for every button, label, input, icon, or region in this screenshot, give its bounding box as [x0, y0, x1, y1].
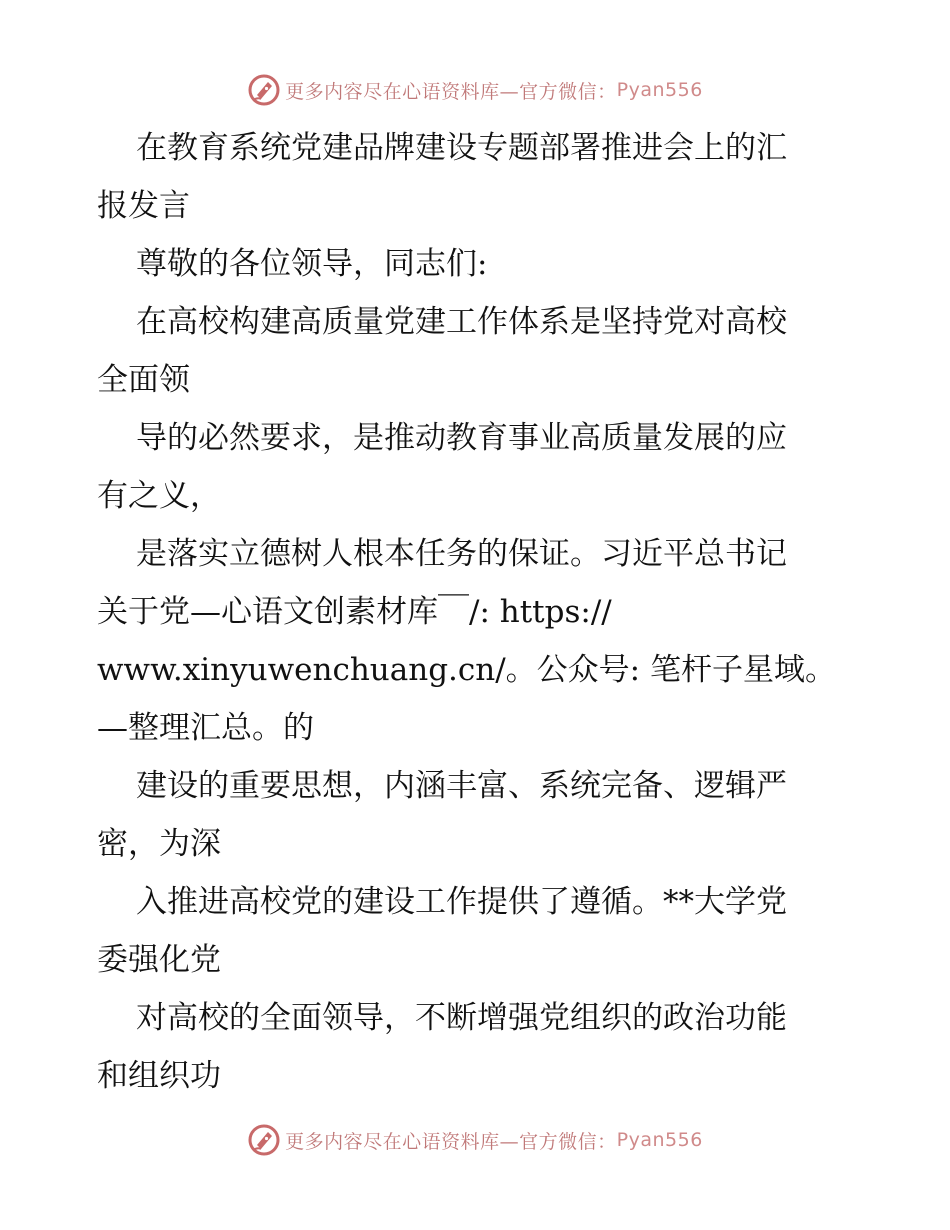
text-line: 对高校的全面领导，不断增强党组织的政治功能	[136, 1000, 787, 1036]
footer-text: 更多内容尽在心语资料库—官方微信：	[285, 1130, 617, 1153]
document-body	[97, 119, 877, 1105]
text-line: —整理汇总。的	[97, 710, 314, 746]
text-line: 尊敬的各位领导，同志们:	[136, 246, 488, 282]
text-line: 在教育系统党建品牌建设专题部署推进会上的汇	[136, 130, 787, 166]
text-line: 在高校构建高质量党建工作体系是坚持党对高校	[136, 304, 787, 340]
text-line: 导的必然要求，是推动教育事业高质量发展的应	[136, 420, 787, 456]
text-line: 报发言	[97, 188, 190, 224]
text-line: 是落实立德树人根本任务的保证。习近平总书记	[136, 536, 787, 572]
footer-wechat-id: Pyan556	[616, 1129, 703, 1151]
text-line: 密，为深	[97, 826, 221, 862]
pen-nib-seal-icon	[247, 1123, 281, 1157]
text-line: 委强化党	[97, 942, 221, 978]
text-line: 关于党—心语文创素材库￣/: https://	[97, 594, 612, 630]
text-line: www.xinyuwenchuang.cn/。公众号: 笔杆子星域。	[97, 652, 836, 688]
text-line: 有之义，	[97, 478, 221, 514]
text-line: 和组织功	[97, 1058, 221, 1094]
header-text: 更多内容尽在心语资料库—官方微信：	[285, 80, 617, 103]
header-watermark	[0, 70, 950, 110]
text-line: 建设的重要思想，内涵丰富、系统完备、逻辑严	[136, 768, 787, 804]
header-wechat-id: Pyan556	[616, 79, 703, 101]
pen-nib-seal-icon	[247, 73, 281, 107]
text-line: 全面领	[97, 362, 190, 398]
text-line: 入推进高校党的建设工作提供了遵循。**大学党	[136, 884, 787, 920]
footer-watermark	[0, 1120, 950, 1160]
